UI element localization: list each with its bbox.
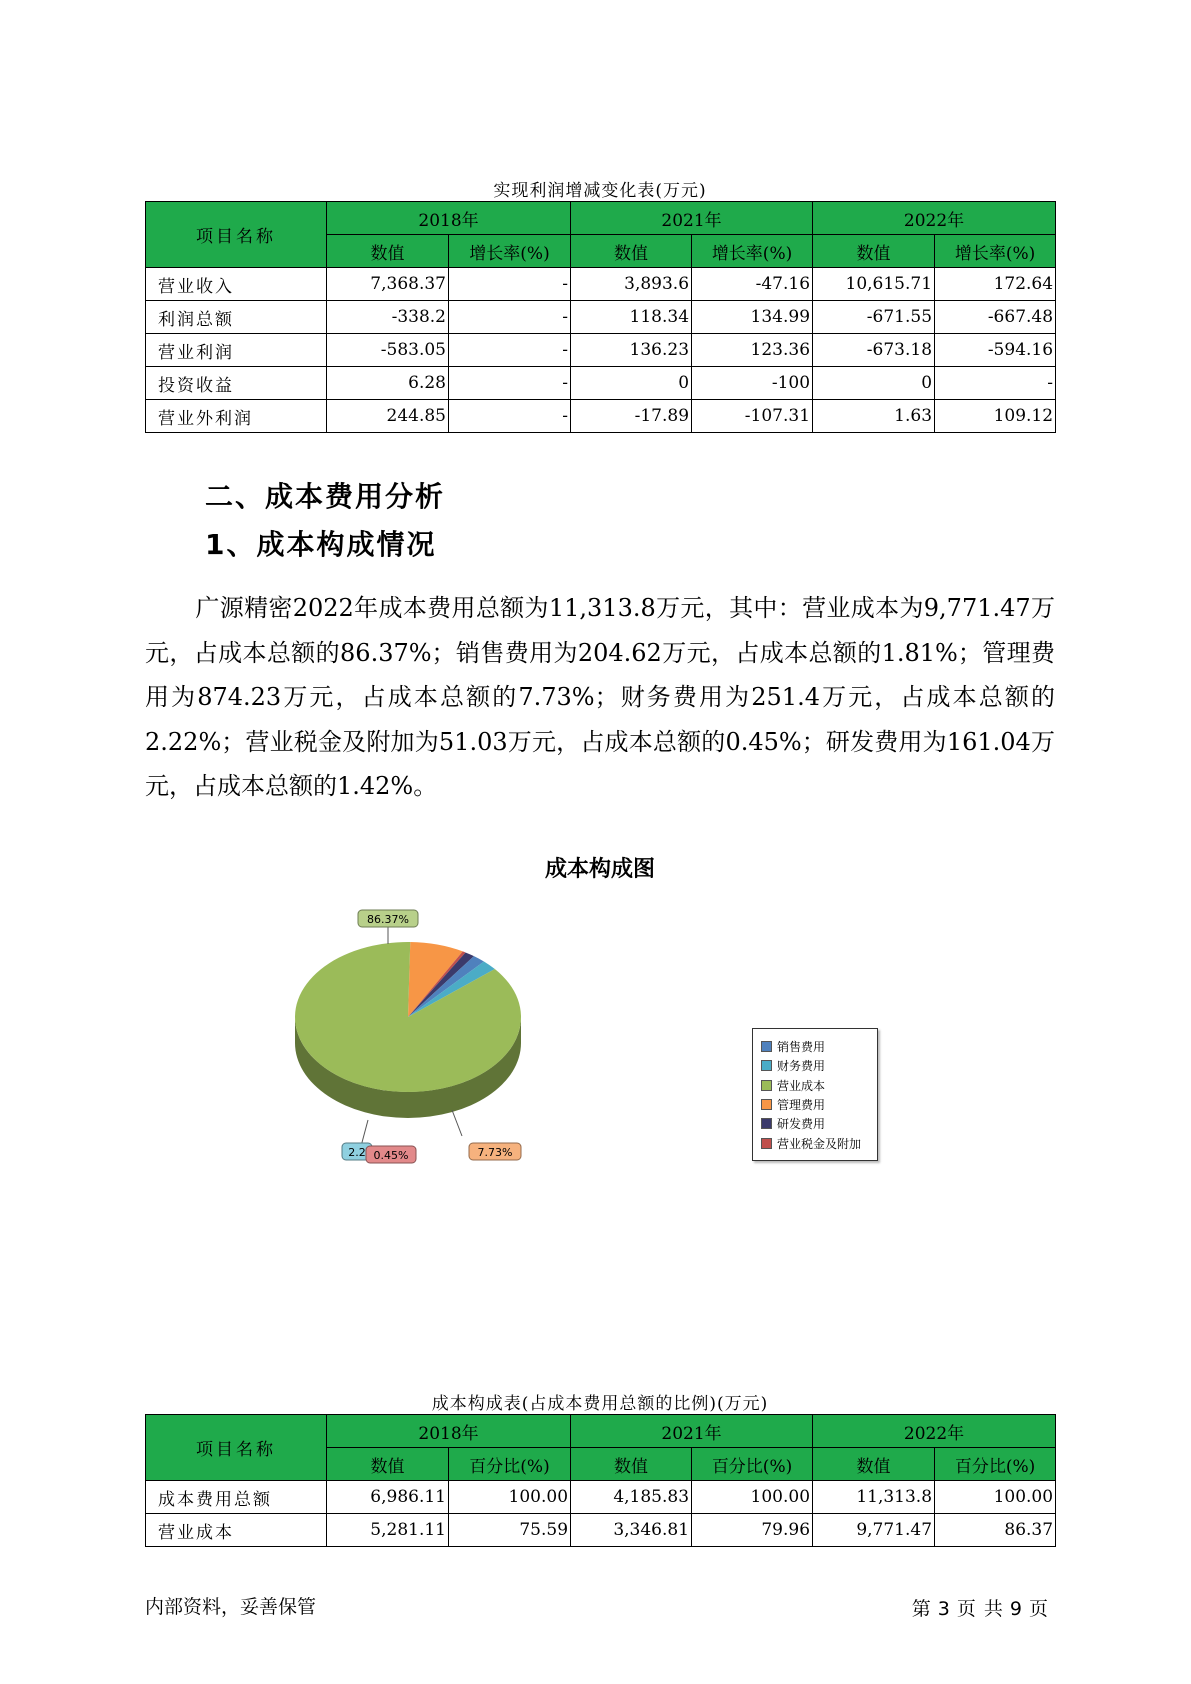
percent-subheader: 百分比(%) (935, 1448, 1056, 1481)
table-cell: 0 (813, 367, 935, 400)
table-cell: 136.23 (571, 334, 692, 367)
legend-label: 研发费用 (777, 1117, 826, 1132)
table-cell: -594.16 (935, 334, 1056, 367)
percent-subheader: 百分比(%) (692, 1448, 813, 1481)
profit-table (145, 201, 1056, 433)
legend-swatch (761, 1118, 772, 1129)
legend-label: 营业成本 (777, 1078, 826, 1093)
table-cell: 75.59 (449, 1514, 571, 1547)
legend-item (761, 1095, 877, 1114)
table-row (146, 301, 1056, 334)
chart-legend (752, 1028, 878, 1161)
table-cell: 9,771.47 (813, 1514, 935, 1547)
value-subheader: 数值 (327, 235, 449, 268)
cost-table-caption: 成本构成表(占成本费用总额的比例)(万元) (431, 1394, 769, 1414)
value-subheader: 数值 (327, 1448, 449, 1481)
cost-analysis-paragraph: 广源精密2022年成本费用总额为11,313.8万元，其中：营业成本为9,771.47万元，占成本总额的86.37%；销售费用为204.62万元，占成本总额的1.81%；管理费用为874.23万元，占成本总额的7.73%；财务费用为251.4万元，占成本总额的2.22%；营业税金及附加为51.03万元，占成本总额的0.45%；研发费用为161.04万元，占成本总额的1.42%。 (145, 594, 1055, 800)
table-cell: - (449, 400, 571, 433)
legend-swatch (761, 1041, 772, 1052)
svg-text:2.2: 2.2 (348, 1146, 366, 1159)
table-cell: 123.36 (692, 334, 813, 367)
table-cell: 100.00 (935, 1481, 1056, 1514)
table-row (146, 1481, 1056, 1514)
section-heading: 二、成本费用分析 (205, 480, 446, 513)
row-label: 投资收益 (146, 367, 327, 400)
value-subheader: 数值 (571, 235, 692, 268)
table-cell: - (935, 367, 1056, 400)
table-cell: 6.28 (327, 367, 449, 400)
table-row (146, 400, 1056, 433)
table-row (146, 268, 1056, 301)
table-cell: 6,986.11 (327, 1481, 449, 1514)
page-current: 3 (937, 1598, 951, 1620)
year-header: 2022年 (813, 202, 1056, 235)
table-cell: 3,346.81 (571, 1514, 692, 1547)
row-label: 营业成本 (146, 1514, 327, 1547)
row-label: 营业外利润 (146, 400, 327, 433)
legend-label: 销售费用 (777, 1040, 826, 1055)
year-header: 2018年 (327, 1415, 571, 1448)
table-cell: 11,313.8 (813, 1481, 935, 1514)
legend-item (761, 1037, 877, 1056)
legend-swatch (761, 1060, 772, 1071)
table-cell: 79.96 (692, 1514, 813, 1547)
table-cell: -47.16 (692, 268, 813, 301)
table-cell: 100.00 (692, 1481, 813, 1514)
pie-data-label (469, 1143, 521, 1160)
cost-pie-chart (290, 900, 650, 1180)
table-row (146, 1514, 1056, 1547)
profit-table-caption: 实现利润增减变化表(万元) (493, 181, 707, 201)
value-subheader: 数值 (813, 1448, 935, 1481)
table-cell: -17.89 (571, 400, 692, 433)
table-cell: - (449, 367, 571, 400)
cost-table (145, 1414, 1056, 1547)
svg-text:7.73%: 7.73% (477, 1146, 513, 1159)
table-cell: 118.34 (571, 301, 692, 334)
name-column-header: 项目名称 (146, 202, 327, 268)
table-cell: 134.99 (692, 301, 813, 334)
value-subheader: 数值 (813, 235, 935, 268)
legend-item (761, 1114, 877, 1133)
table-row (146, 334, 1056, 367)
table-cell: 86.37 (935, 1514, 1056, 1547)
page-total: 9 (1009, 1598, 1023, 1620)
percent-subheader: 百分比(%) (449, 1448, 571, 1481)
legend-item (761, 1056, 877, 1075)
svg-text:0.45%: 0.45% (373, 1149, 409, 1162)
subsection-heading: 1、成本构成情况 (205, 528, 437, 561)
label-leader-line (452, 1110, 462, 1136)
row-label: 营业收入 (146, 268, 327, 301)
legend-label: 财务费用 (777, 1059, 826, 1074)
legend-item (761, 1133, 877, 1152)
chart-title: 成本构成图 (544, 857, 655, 882)
page-mid: 页 共 (956, 1598, 1004, 1620)
page-suffix: 页 (1028, 1598, 1049, 1620)
table-cell: 5,281.11 (327, 1514, 449, 1547)
table-cell: 1.63 (813, 400, 935, 433)
table-cell: -100 (692, 367, 813, 400)
row-label: 营业利润 (146, 334, 327, 367)
legend-swatch (761, 1099, 772, 1110)
table-cell: 10,615.71 (813, 268, 935, 301)
table-cell: - (449, 301, 571, 334)
pie-data-label (366, 1146, 416, 1163)
legend-swatch (761, 1080, 772, 1091)
table-cell: 3,893.6 (571, 268, 692, 301)
table-cell: - (449, 268, 571, 301)
table-cell: 100.00 (449, 1481, 571, 1514)
table-cell: 4,185.83 (571, 1481, 692, 1514)
table-cell: -667.48 (935, 301, 1056, 334)
row-label: 成本费用总额 (146, 1481, 327, 1514)
table-cell: - (449, 334, 571, 367)
table-cell: 172.64 (935, 268, 1056, 301)
table-cell: -107.31 (692, 400, 813, 433)
table-cell: -583.05 (327, 334, 449, 367)
year-header: 2021年 (571, 1415, 813, 1448)
table-cell: 244.85 (327, 400, 449, 433)
year-header: 2022年 (813, 1415, 1056, 1448)
footer-confidential-note: 内部资料，妥善保管 (145, 1596, 317, 1618)
page-prefix: 第 (911, 1598, 932, 1620)
value-subheader: 数值 (571, 1448, 692, 1481)
table-cell: 0 (571, 367, 692, 400)
table-cell: 109.12 (935, 400, 1056, 433)
growth-subheader: 增长率(%) (449, 235, 571, 268)
growth-subheader: 增长率(%) (935, 235, 1056, 268)
growth-subheader: 增长率(%) (692, 235, 813, 268)
name-column-header: 项目名称 (146, 1415, 327, 1481)
year-header: 2021年 (571, 202, 813, 235)
table-cell: -673.18 (813, 334, 935, 367)
pie-data-label (358, 910, 418, 927)
legend-label: 营业税金及附加 (777, 1136, 862, 1151)
legend-swatch (761, 1138, 772, 1149)
legend-label: 管理费用 (777, 1098, 826, 1113)
legend-item (761, 1076, 877, 1095)
footer-page-number (912, 1594, 1055, 1621)
table-cell: -338.2 (327, 301, 449, 334)
svg-text:86.37%: 86.37% (367, 913, 409, 926)
table-cell: 7,368.37 (327, 268, 449, 301)
row-label: 利润总额 (146, 301, 327, 334)
year-header: 2018年 (327, 202, 571, 235)
table-cell: -671.55 (813, 301, 935, 334)
table-row (146, 367, 1056, 400)
